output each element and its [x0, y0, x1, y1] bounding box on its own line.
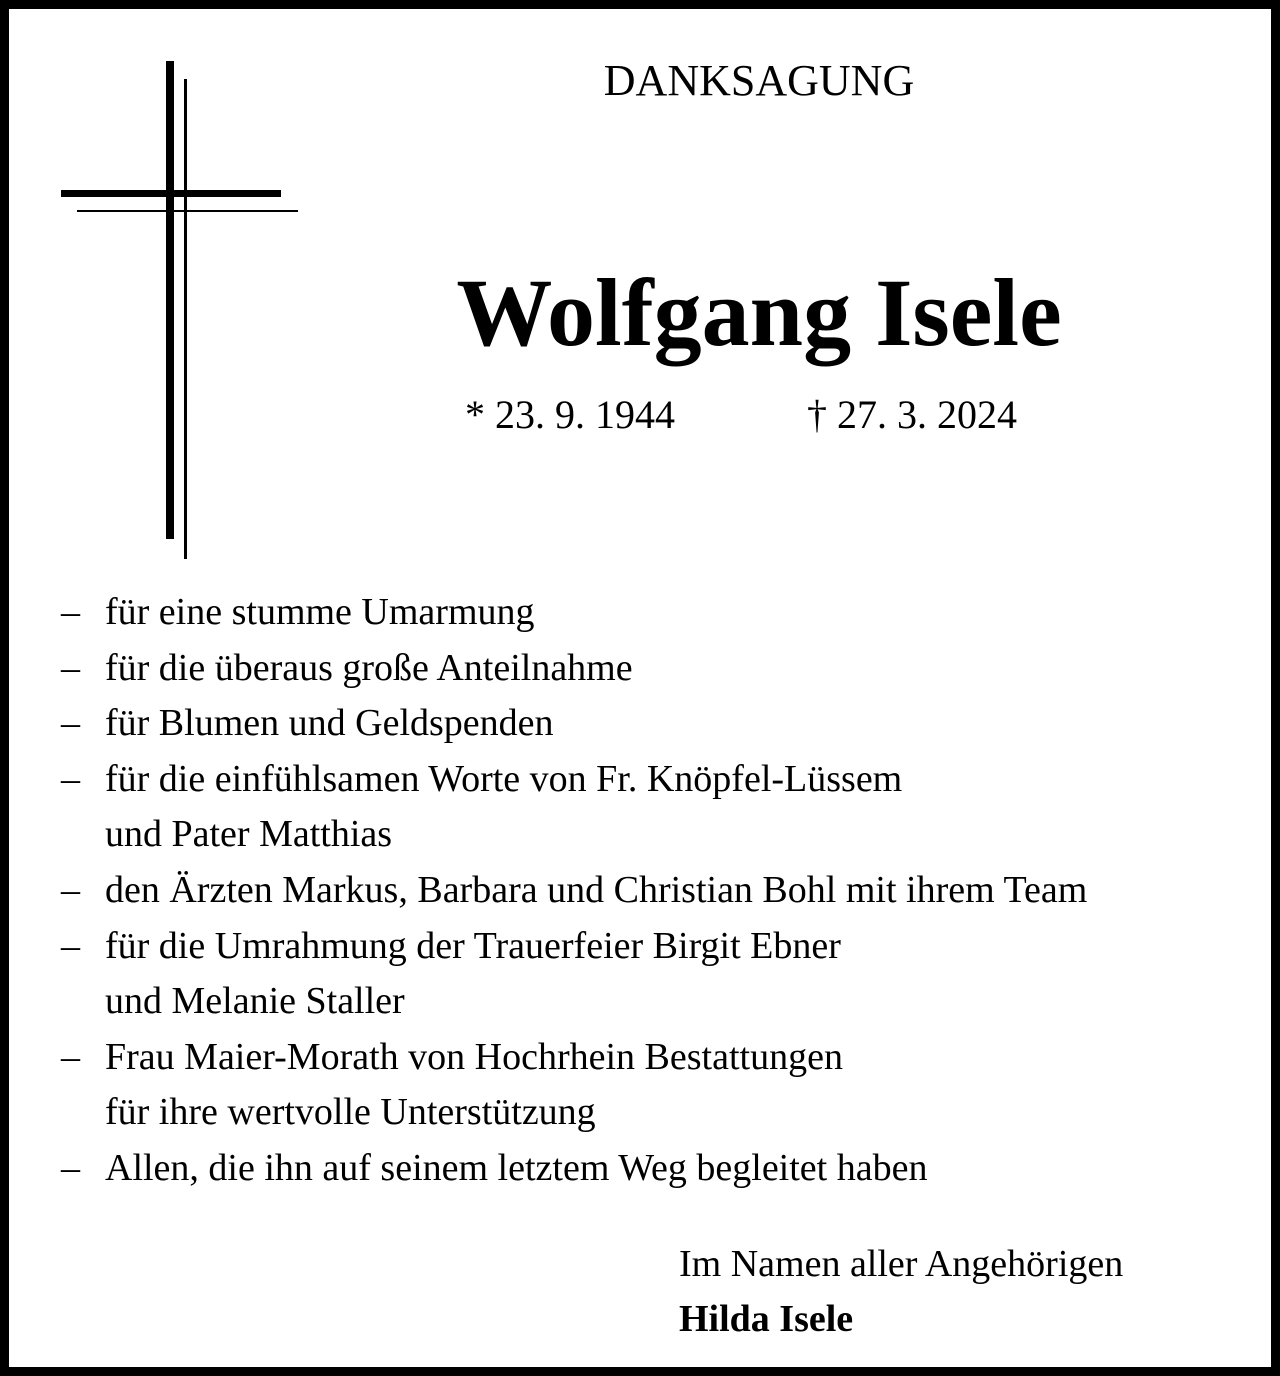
thanks-item — [61, 1141, 1087, 1197]
cross-main-vertical — [166, 61, 174, 539]
list-dash: – — [61, 757, 80, 800]
thanks-item — [61, 919, 1087, 1030]
thanks-item — [61, 696, 1087, 752]
thanks-item — [61, 863, 1087, 919]
thanks-item — [61, 641, 1087, 697]
thanks-item — [61, 1030, 1087, 1141]
signer-name: Hilda Isele — [679, 1298, 854, 1340]
thanks-line: und Melanie Staller — [105, 980, 405, 1023]
death-date: † 27. 3. 2024 — [807, 392, 1017, 437]
thanks-line: Frau Maier-Morath von Hochrhein Bestattungen — [105, 1035, 843, 1078]
thanks-item — [61, 585, 1087, 641]
cross-main-horizontal — [61, 190, 281, 197]
list-dash: – — [61, 702, 80, 745]
list-dash: – — [61, 591, 80, 633]
thanks-line: und Pater Matthias — [105, 813, 393, 856]
thanks-line: für die überaus große Anteilnahme — [105, 646, 633, 689]
thanks-line: Allen, die ihn auf seinem letztem Weg begleitet haben — [105, 1146, 928, 1189]
signoff — [679, 1237, 1123, 1347]
signoff-intro: Im Namen aller Angehörigen — [679, 1243, 1124, 1285]
thanks-line: für eine stumme Umarmung — [105, 591, 535, 633]
notice-heading: DANKSAGUNG — [603, 56, 915, 105]
thanks-line: für Blumen und Geldspenden — [105, 702, 554, 745]
thanks-list — [61, 585, 1087, 1197]
thanks-line: für die Umrahmung der Trauerfeier Birgit Ebner — [105, 924, 841, 967]
list-dash: – — [61, 868, 80, 911]
cross-icon — [9, 9, 309, 569]
list-dash: – — [61, 1035, 80, 1078]
cross-thin-vertical — [184, 79, 187, 559]
thanks-line: den Ärzten Markus, Barbara und Christian Bohl mit ihrem Team — [105, 868, 1088, 911]
birth-date: * 23. 9. 1944 — [465, 392, 675, 437]
deceased-name: Wolfgang Isele — [456, 259, 1062, 366]
list-dash: – — [61, 924, 80, 967]
thanks-line: für die einfühlsamen Worte von Fr. Knöpfel-Lüssem — [105, 757, 903, 800]
cross-thin-horizontal — [77, 210, 298, 212]
thanks-item — [61, 752, 1087, 863]
thanks-line: für ihre wertvolle Unterstützung — [105, 1091, 596, 1134]
list-dash: – — [61, 1146, 80, 1189]
list-dash: – — [61, 646, 80, 689]
